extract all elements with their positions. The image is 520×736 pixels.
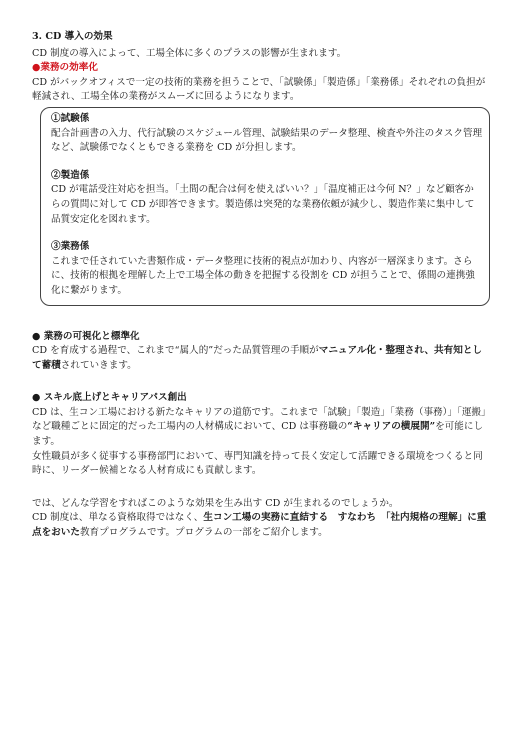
visualization-body <box>32 344 490 373</box>
role-business <box>51 240 483 298</box>
visualization-title: ● 業務の可視化と標準化 <box>32 330 140 342</box>
text-run: CD を育成する過程で、これまで“属人的”だった品質管理の手順が <box>32 345 319 357</box>
role-body: これまで任されていた書類作成・データ整理に技術的視点が加わり、内容が一層深まります。さらに、技術的根拠を理解した上で工場全体の動きを把握する役割を CD が担うことで、係間の連携強化に繋がります。 <box>51 255 475 296</box>
text-run: CD 制度は、単なる資格取得ではなく、 <box>32 512 204 524</box>
closing-question: では、どんな学習をすればこのような効果を生み出す CD が生まれるのでしょうか。 <box>32 497 399 509</box>
role-title: ①試験係 <box>51 112 90 124</box>
emphasis-text: “キャリアの横展開” <box>347 421 436 433</box>
emphasis-text: マニュアル化・整理され、共有知として蓄積 <box>32 345 483 371</box>
role-box <box>40 107 490 306</box>
text-run: されていきます。 <box>60 359 137 371</box>
skill-body <box>32 406 490 450</box>
closing-answer <box>32 511 490 540</box>
text-run: 教育プログラムです。プログラムの一部をご紹介します。 <box>79 527 328 539</box>
visualization-section <box>32 330 490 374</box>
role-body: 配合計画書の入力、代行試験のスケジュール管理、試験結果のデータ整理、検査や外注のタスク管理など、試験係でなくともできる業務を CD が分担します。 <box>51 127 483 154</box>
document-page <box>32 30 490 541</box>
efficiency-body: CD がバックオフィスで一定の技術的業務を担うことで、「試験係」「製造係」「業務係」それぞれの負担が軽減され、工場全体の業務がスムーズに回るようになります。 <box>32 76 486 103</box>
closing-section <box>32 497 490 541</box>
role-testing <box>51 112 483 156</box>
skill-title: ● スキル底上げとキャリアパス創出 <box>32 392 187 404</box>
text-run: CD は、生コン工場における新たなキャリアの道筋です。これまで「試験」「製造」「業務（事務）」「運搬」など職種ごとに固定的だった工場内の人材構成において、CD は事務職の <box>32 406 486 433</box>
efficiency-title: 業務の効率化 <box>40 62 98 74</box>
text-run: を可能にします。 <box>32 421 484 448</box>
section-intro: CD 制度の導入によって、工場全体に多くのプラスの影響が生まれます。 <box>32 47 347 59</box>
role-production <box>51 169 483 227</box>
skill-body-2: 女性職員が多く従事する事務部門において、専門知識を持って長く安定して活躍できる環境をつくると同時に、リーダー候補となる人材育成にも貢献します。 <box>32 450 483 477</box>
skill-section <box>32 391 490 479</box>
section-heading: 3. CD 導入の効果 <box>32 31 113 42</box>
role-title: ②製造係 <box>51 169 90 181</box>
role-title: ③業務係 <box>51 241 90 253</box>
efficiency-heading <box>32 61 490 76</box>
role-body: CD が電話受注対応を担当。「土間の配合は何を使えばいい？」「温度補正は今何 N？」など顧客からの質問に対して CD が即答できます。製造係は突発的な業務依頼が減少し、製造作業に集中して品質安定化を図れます。 <box>51 184 475 225</box>
red-bullet: ● <box>32 62 41 74</box>
emphasis-text: 生コン工場の実務に直結する すなわち 「社内規格の理解」に重点をおいた <box>32 512 487 539</box>
